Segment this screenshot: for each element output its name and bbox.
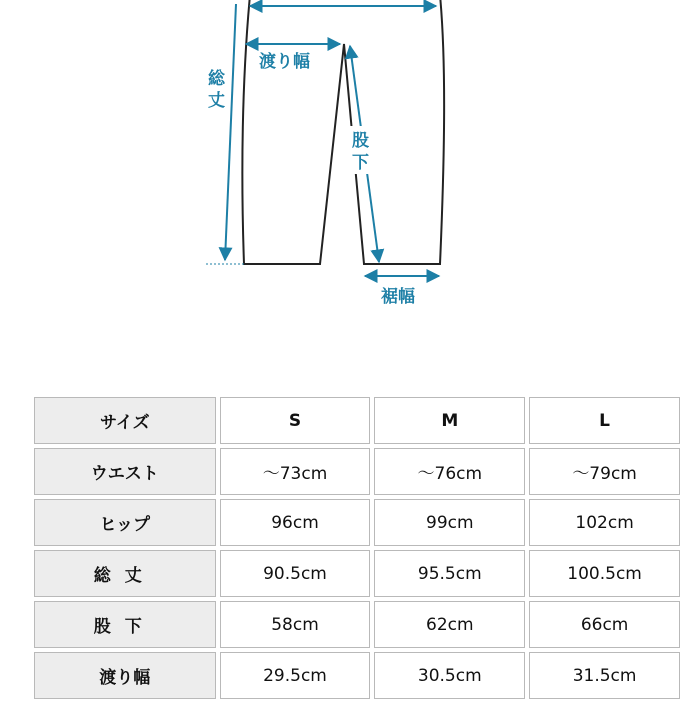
total-length-label-2: 丈 xyxy=(208,91,225,111)
table-cell: 〜76cm xyxy=(374,448,525,495)
table-cell: 96cm xyxy=(220,499,371,546)
table-cell: 31.5cm xyxy=(529,652,680,699)
table-cell: 58cm xyxy=(220,601,371,648)
table-cell: 100.5cm xyxy=(529,550,680,597)
size-m-header: M xyxy=(374,397,525,444)
header-label-cell: サイズ xyxy=(34,397,216,444)
total-length-label-1: 総 xyxy=(208,69,225,89)
row-label-hip: ヒップ xyxy=(34,499,216,546)
row-label-total-length: 総丈 xyxy=(34,550,216,597)
table-row xyxy=(34,652,680,699)
size-s-header: S xyxy=(220,397,371,444)
pants-measurement-diagram xyxy=(0,0,684,330)
table-cell: 30.5cm xyxy=(374,652,525,699)
table-cell: 29.5cm xyxy=(220,652,371,699)
table-cell: 102cm xyxy=(529,499,680,546)
total-length-arrow xyxy=(225,4,236,260)
hem-width-label: 裾幅 xyxy=(381,287,415,307)
table-cell: 〜79cm xyxy=(529,448,680,495)
table-cell: 62cm xyxy=(374,601,525,648)
table-cell: 〜73cm xyxy=(220,448,371,495)
inseam-label-2: 下 xyxy=(352,153,369,173)
table-cell: 99cm xyxy=(374,499,525,546)
size-l-header: L xyxy=(529,397,680,444)
table-cell: 66cm xyxy=(529,601,680,648)
row-label-waist: ウエスト xyxy=(34,448,216,495)
table-row xyxy=(34,601,680,648)
table-row xyxy=(34,550,680,597)
row-label-inseam: 股下 xyxy=(34,601,216,648)
inseam-label-1: 股 xyxy=(352,131,369,151)
table-cell: 95.5cm xyxy=(374,550,525,597)
row-label-thigh-width: 渡り幅 xyxy=(34,652,216,699)
size-table xyxy=(30,393,684,703)
thigh-width-label: 渡り幅 xyxy=(259,52,310,72)
table-row xyxy=(34,499,680,546)
pants-outline xyxy=(242,0,444,264)
table-cell: 90.5cm xyxy=(220,550,371,597)
table-header-row xyxy=(34,397,680,444)
table-row xyxy=(34,448,680,495)
